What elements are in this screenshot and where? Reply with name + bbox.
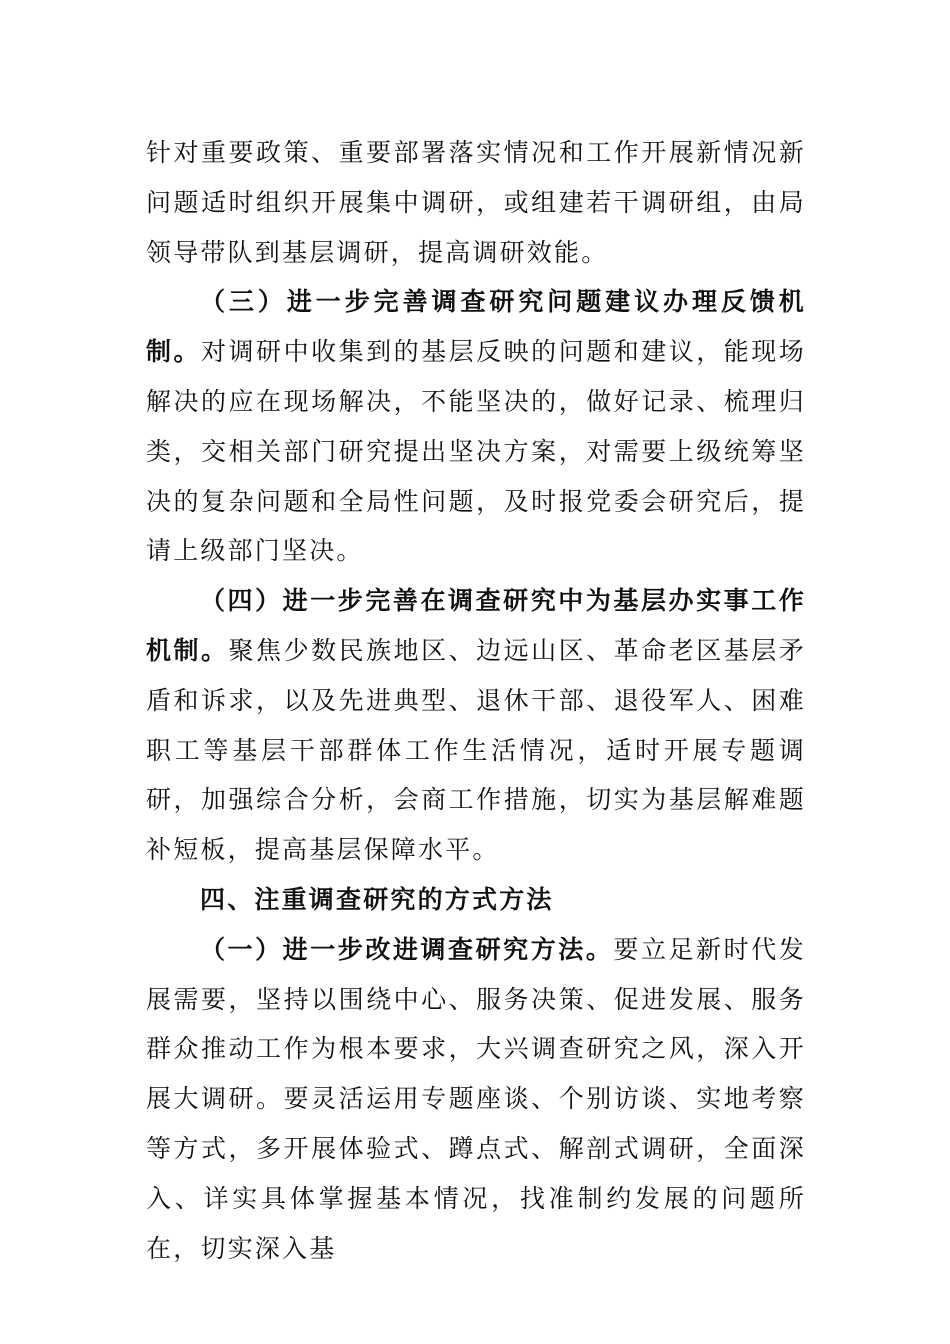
paragraph-heading: （三）进一步完善调查研究问题建议办理反馈机制。 bbox=[146, 287, 806, 367]
section-heading: 四、注重调查研究的方式方法 bbox=[200, 884, 554, 914]
paragraph-text: 对调研中收集到的基层反映的问题和建议，能现场解决的应在现场解决，不能坚决的，做好记录、梳理归类，交相关部门研究提出坚决方案，对需要上级统筹坚决的复杂问题和全局性问题，及时报党委会研究后，提请上级部门坚决。 bbox=[146, 337, 806, 566]
paragraph-heading: （四）进一步完善在调查研究中为基层办实事工作机制。 bbox=[146, 586, 806, 665]
paragraph-research-methods bbox=[146, 925, 806, 1274]
paragraph-continuation bbox=[146, 128, 806, 277]
paragraph-heading: （一）进一步改进调查研究方法。 bbox=[200, 934, 614, 964]
paragraph-text: 聚焦少数民族地区、边远山区、革命老区基层矛盾和诉求，以及先进典型、退休干部、退役军人、困难职工等基层干部群体工作生活情况，适时开展专题调研，加强综合分析，会商工作措施，切实为基层解难题补短板，提高基层保障水平。 bbox=[146, 635, 806, 865]
paragraph-text: 要立足新时代发展需要，坚持以围绕中心、服务决策、促进发展、服务群众推动工作为根本要求，大兴调查研究之风，深入开展大调研。要灵活运用专题座谈、个别访谈、实地考察等方式，多开展体验式、蹲点式、解剖式调研，全面深入、详实具体掌握基本情况，找准制约发展的问题所在，切实深入基 bbox=[146, 934, 806, 1263]
paragraph-grassroots-mechanism bbox=[146, 576, 806, 875]
document-page bbox=[146, 128, 806, 1273]
paragraph-text: 针对重要政策、重要部署落实情况和工作开展新情况新问题适时组织开展集中调研，或组建若干调研组，由局领导带队到基层调研，提高调研效能。 bbox=[146, 138, 806, 267]
paragraph-feedback-mechanism bbox=[146, 277, 806, 576]
